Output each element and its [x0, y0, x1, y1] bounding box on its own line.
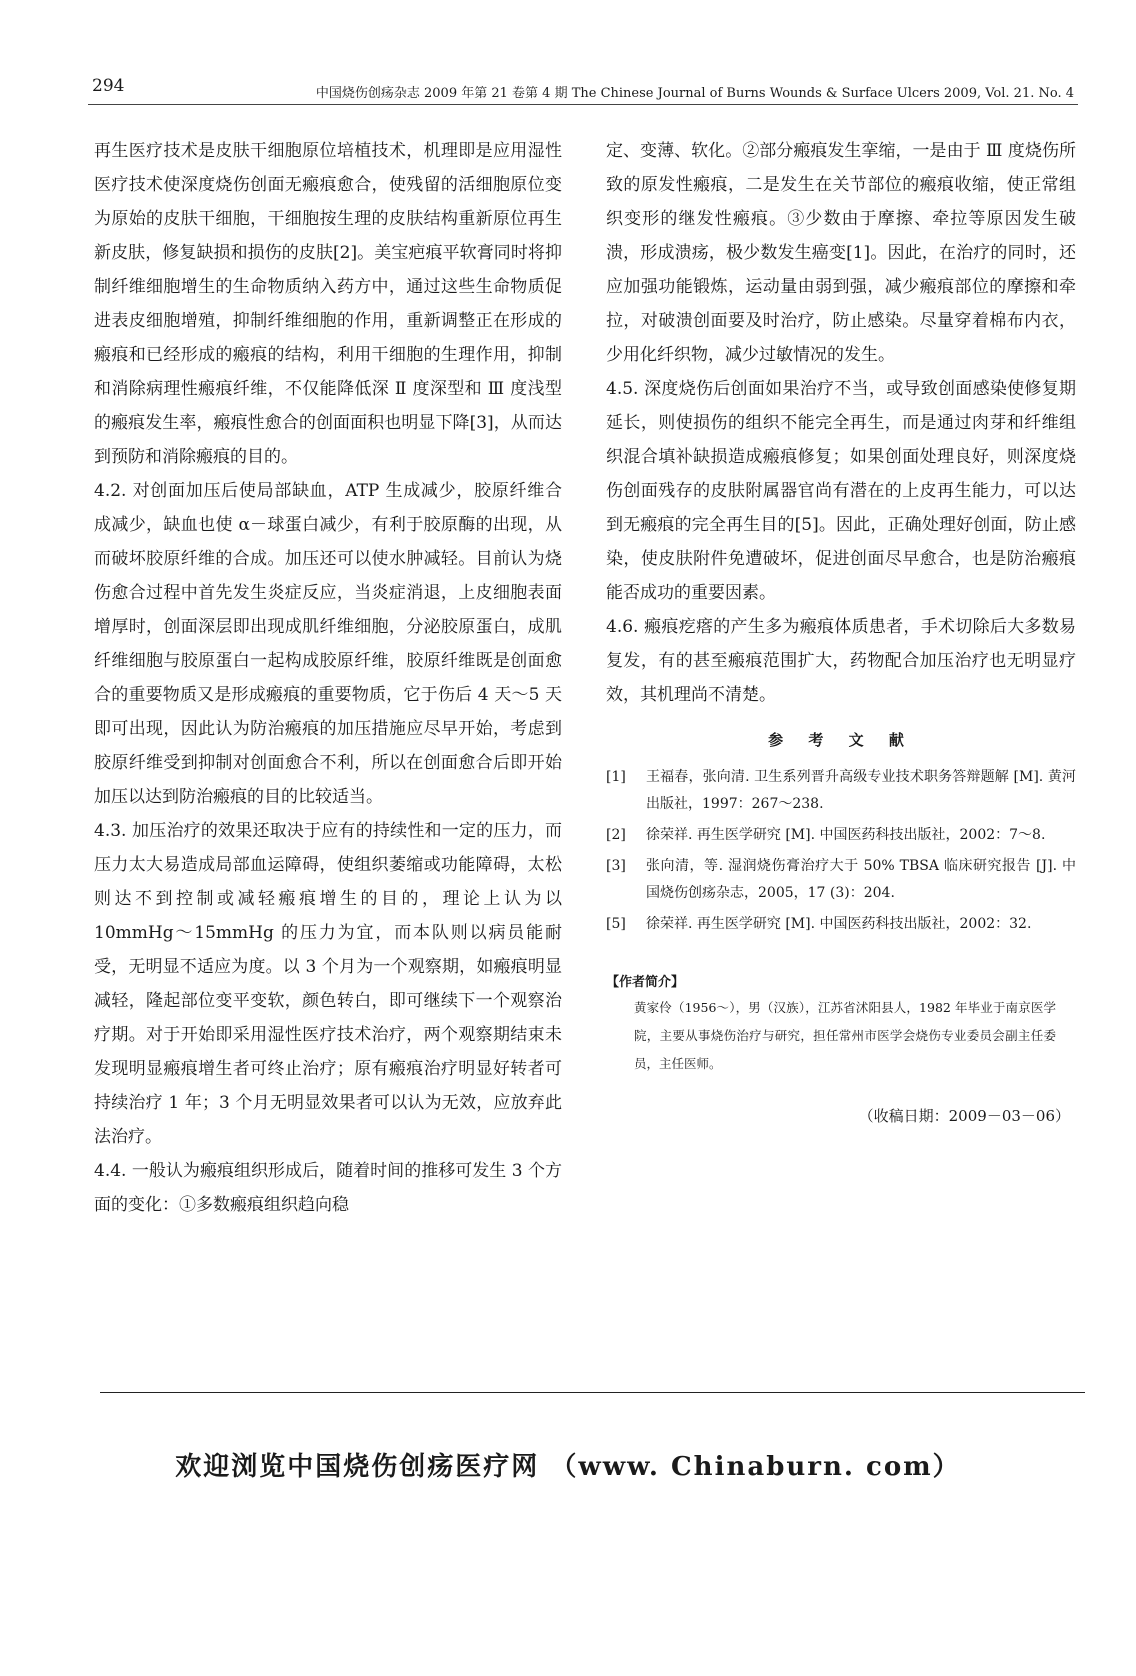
paragraph-4-5: 4.5. 深度烧伤后创面如果治疗不当，或导致创面感染使修复期延长，则使损伤的组织不能完全再生，而是通过肉芽和纤维组织混合填补缺损造成瘢痕修复；如果创面处理良好，则深度烧伤创面残存的皮肤附属器官尚有潜在的上皮再生能力，可以达到无瘢痕的完全再生目的[5]。因此，正确处理好创面，防止感染，使皮肤附件免遭破坏，促进创面尽早愈合，也是防治瘢痕能否成功的重要因素。	[606, 379, 1076, 603]
reference-text: 张向清，等. 湿润烧伤膏治疗大于 50% TBSA 临床研究报告 [J]. 中国烧伤创疡杂志，2005，17 (3)：204.	[646, 858, 1076, 901]
paragraph-4-6: 4.6. 瘢痕疙瘩的产生多为瘢痕体质患者，手术切除后大多数易复发，有的甚至瘢痕范围扩大，药物配合加压治疗也无明显疗效，其机理尚不清楚。	[606, 617, 1076, 705]
references-heading: 参 考 文 献	[768, 731, 914, 749]
right-column	[606, 134, 1076, 1128]
reference-list	[606, 764, 1076, 938]
footer-rule	[100, 1392, 1085, 1393]
reference-number: [1]	[606, 769, 626, 785]
reference-text: 徐荣祥. 再生医学研究 [M]. 中国医药科技出版社，2002：7～8.	[646, 827, 1046, 843]
reference-item	[606, 822, 1076, 849]
paragraph-regeneration: 再生医疗技术是皮肤干细胞原位培植技术，机理即是应用湿性医疗技术使深度烧伤创面无瘢痕愈合，使残留的活细胞原位变为原始的皮肤干细胞，干细胞按生理的皮肤结构重新原位再生新皮肤，修复缺损和损伤的皮肤[2]。美宝疤痕平软膏同时将抑制纤维细胞增生的生命物质纳入药方中，通过这些生命物质促进表皮细胞增殖，抑制纤维细胞的作用，重新调整正在形成的瘢痕和已经形成的瘢痕的结构，利用干细胞的生理作用，抑制和消除病理性瘢痕纤维，不仅能降低深 Ⅱ 度深型和 Ⅲ 度浅型的瘢痕发生率，瘢痕性愈合的创面面积也明显下降[3]，从而达到预防和消除瘢痕的目的。	[94, 141, 562, 467]
author-info-heading: 【作者简介】	[606, 975, 685, 990]
reference-item	[606, 764, 1076, 818]
author-bio: 黄家伶（1956～），男（汉族），江苏省沭阳县人，1982 年毕业于南京医学院，主要从事烧伤治疗与研究，担任常州市医学会烧伤专业委员会副主任委员，主任医师。	[634, 1000, 1056, 1071]
reference-text: 徐荣祥. 再生医学研究 [M]. 中国医药科技出版社，2002：32.	[646, 916, 1032, 932]
page-number: 294	[92, 76, 125, 96]
left-column	[94, 134, 562, 1222]
reference-text: 王福春，张向清. 卫生系列晋升高级专业技术职务答辩题解 [M]. 黄河出版社，1997：267～238.	[646, 769, 1076, 812]
paragraph-4-2: 4.2. 对创面加压后使局部缺血，ATP 生成减少，胶原纤维合成减少，缺血也使 α－球蛋白减少，有利于胶原酶的出现，从而破坏胶原纤维的合成。加压还可以使水肿减轻。目前认为烧伤愈合过程中首先发生炎症反应，当炎症消退，上皮细胞表面增厚时，创面深层即出现成肌纤维细胞，分泌胶原蛋白，成肌纤维细胞与胶原蛋白一起构成胶原纤维，胶原纤维既是创面愈合的重要物质又是形成瘢痕的重要物质，它于伤后 4 天～5 天即可出现，因此认为防治瘢痕的加压措施应尽早开始，考虑到胶原纤维受到抑制对创面愈合不利，所以在创面愈合后即开始加压以达到防治瘢痕的目的比较适当。	[94, 481, 562, 807]
paragraph-4-4-continued: 定、变薄、软化。②部分瘢痕发生挛缩，一是由于 Ⅲ 度烧伤所致的原发性瘢痕，二是发生在关节部位的瘢痕收缩，使正常组织变形的继发性瘢痕。③少数由于摩擦、牵拉等原因发生破溃，形成溃疡，极少数发生癌变[1]。因此，在治疗的同时，还应加强功能锻炼，运动量由弱到强，减少瘢痕部位的摩擦和牵拉，对破溃创面要及时治疗，防止感染。尽量穿着棉布内衣，少用化纤织物，减少过敏情况的发生。	[606, 141, 1076, 365]
footer-banner: 欢迎浏览中国烧伤创疡医疗网 （www. Chinaburn. com）	[175, 1452, 961, 1482]
paragraph-4-3: 4.3. 加压治疗的效果还取决于应有的持续性和一定的压力，而压力太大易造成局部血运障碍，使组织萎缩或功能障碍，太松则达不到控制或减轻瘢痕增生的目的，理论上认为以 10mmHg～15mmHg 的压力为宜，而本队则以病员能耐受，无明显不适应为度。以 3 个月为一个观察期，如瘢痕明显减轻，隆起部位变平变软，颜色转白，即可继续下一个观察治疗期。对于开始即采用湿性医疗技术治疗，两个观察期结束未发现明显瘢痕增生者可终止治疗；原有瘢痕治疗明显好转者可持续治疗 1 年；3 个月无明显效果者可以认为无效，应放弃此法治疗。	[94, 821, 562, 1147]
reference-number: [2]	[606, 827, 626, 843]
running-header: 中国烧伤创疡杂志 2009 年第 21 卷第 4 期 The Chinese Journal of Burns Wounds & Surface Ulcers 2009, Vol. 21. No. 4	[315, 86, 1074, 101]
header-rule	[88, 104, 1078, 105]
reference-number: [3]	[606, 858, 626, 874]
paragraph-4-4: 4.4. 一般认为瘢痕组织形成后，随着时间的推移可发生 3 个方面的变化：①多数瘢痕组织趋向稳	[94, 1161, 562, 1215]
received-date: （收稿日期：2009－03－06）	[858, 1107, 1070, 1125]
reference-item	[606, 911, 1076, 938]
reference-item	[606, 853, 1076, 907]
reference-number: [5]	[606, 916, 626, 932]
